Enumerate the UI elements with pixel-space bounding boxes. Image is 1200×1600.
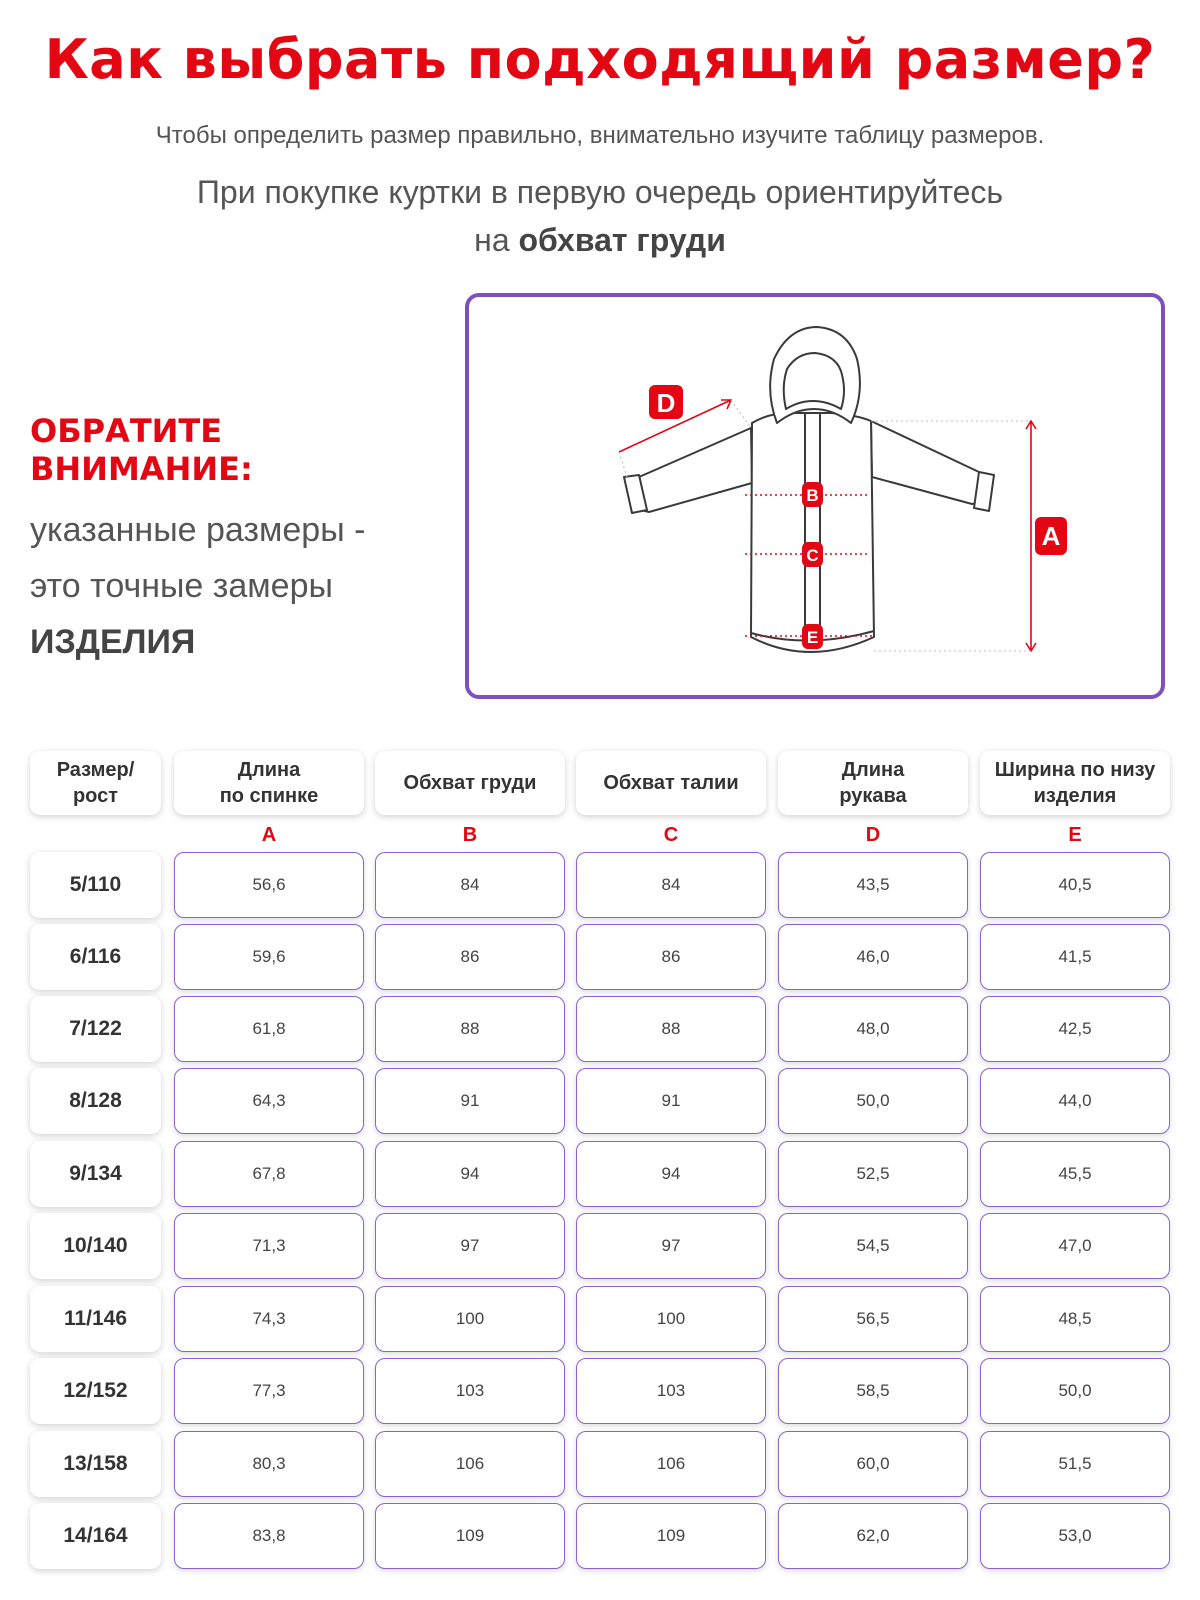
- table-cell: 91: [576, 1068, 766, 1134]
- column-letter: B: [462, 824, 478, 846]
- table-cell: 80,3: [174, 1431, 364, 1497]
- table-cell: 48,0: [778, 996, 968, 1062]
- column-letter: E: [1068, 824, 1082, 846]
- hood-inner: [784, 353, 844, 409]
- column-header: Длина рукава: [778, 751, 968, 815]
- table-cell: 109: [375, 1503, 565, 1569]
- table-cell: 56,6: [174, 852, 364, 918]
- advice-prefix: на: [474, 222, 510, 258]
- table-cell: 56,5: [778, 1286, 968, 1352]
- table-cell: 109: [576, 1503, 766, 1569]
- attention-heading: ОБРАТИТЕ ВНИМАНИЕ:: [30, 412, 253, 488]
- column-header: Размер/ рост: [30, 751, 161, 815]
- attention-line3: ИЗДЕЛИЯ: [30, 623, 196, 661]
- size-label: 7/122: [30, 996, 161, 1062]
- badge-c-text: C: [806, 546, 819, 565]
- table-cell: 62,0: [778, 1503, 968, 1569]
- zip-placket: [805, 413, 820, 639]
- table-cell: 51,5: [980, 1431, 1170, 1497]
- table-cell: 86: [375, 924, 565, 990]
- size-label: 11/146: [30, 1286, 161, 1352]
- advice-bold: обхват груди: [518, 222, 726, 258]
- column-letter: A: [261, 824, 277, 846]
- table-cell: 67,8: [174, 1141, 364, 1207]
- size-label: 13/158: [30, 1431, 161, 1497]
- badge-a-text: A: [1041, 521, 1061, 551]
- table-cell: 91: [375, 1068, 565, 1134]
- table-cell: 97: [576, 1213, 766, 1279]
- advice-line1: При покупке куртки в первую очередь ориентируйтесь: [196, 174, 1004, 210]
- table-cell: 50,0: [778, 1068, 968, 1134]
- table-cell: 52,5: [778, 1141, 968, 1207]
- column-header: Обхват талии: [576, 751, 766, 815]
- page-title: Как выбрать подходящий размер?: [44, 28, 1156, 91]
- table-cell: 77,3: [174, 1358, 364, 1424]
- table-cell: 54,5: [778, 1213, 968, 1279]
- table-cell: 100: [576, 1286, 766, 1352]
- table-cell: 97: [375, 1213, 565, 1279]
- table-cell: 45,5: [980, 1141, 1170, 1207]
- size-label: 12/152: [30, 1358, 161, 1424]
- right-sleeve: [871, 421, 985, 504]
- table-cell: 88: [375, 996, 565, 1062]
- table-cell: 41,5: [980, 924, 1170, 990]
- size-label: 10/140: [30, 1213, 161, 1279]
- table-cell: 61,8: [174, 996, 364, 1062]
- column-letter: C: [663, 824, 679, 846]
- table-cell: 58,5: [778, 1358, 968, 1424]
- left-sleeve: [637, 428, 752, 512]
- table-cell: 103: [375, 1358, 565, 1424]
- size-label: 8/128: [30, 1068, 161, 1134]
- table-cell: 71,3: [174, 1213, 364, 1279]
- advice-line2: [0, 216, 1200, 264]
- size-label: 5/110: [30, 852, 161, 918]
- table-cell: 88: [576, 996, 766, 1062]
- attention-note: [30, 412, 450, 670]
- column-header: Обхват груди: [375, 751, 565, 815]
- table-cell: 86: [576, 924, 766, 990]
- table-cell: 64,3: [174, 1068, 364, 1134]
- table-cell: 46,0: [778, 924, 968, 990]
- table-cell: 44,0: [980, 1068, 1170, 1134]
- table-cell: 47,0: [980, 1213, 1170, 1279]
- column-header: Длина по спинке: [174, 751, 364, 815]
- table-cell: 84: [375, 852, 565, 918]
- badge-e-text: E: [806, 628, 819, 647]
- table-cell: 106: [576, 1431, 766, 1497]
- column-header: Ширина по низу изделия: [980, 751, 1170, 815]
- table-cell: 43,5: [778, 852, 968, 918]
- size-label: 9/134: [30, 1141, 161, 1207]
- table-cell: 50,0: [980, 1358, 1170, 1424]
- attention-line2: это точные замеры: [30, 567, 333, 605]
- table-cell: 59,6: [174, 924, 364, 990]
- guide-d-start: [731, 400, 751, 428]
- table-cell: 84: [576, 852, 766, 918]
- table-cell: 94: [576, 1141, 766, 1207]
- table-cell: 60,0: [778, 1431, 968, 1497]
- size-label: 6/116: [30, 924, 161, 990]
- attention-line1: указанные размеры -: [30, 511, 366, 549]
- subtitle: Чтобы определить размер правильно, внимательно изучите таблицу размеров.: [155, 122, 1045, 149]
- jacket-diagram: [465, 293, 1165, 699]
- table-cell: 83,8: [174, 1503, 364, 1569]
- table-cell: 100: [375, 1286, 565, 1352]
- jacket-illustration: [469, 297, 1169, 703]
- table-cell: 94: [375, 1141, 565, 1207]
- advice-text: [0, 168, 1200, 264]
- table-cell: 106: [375, 1431, 565, 1497]
- table-cell: 42,5: [980, 996, 1170, 1062]
- table-cell: 103: [576, 1358, 766, 1424]
- badge-b-text: B: [806, 486, 819, 505]
- table-cell: 53,0: [980, 1503, 1170, 1569]
- size-label: 14/164: [30, 1503, 161, 1569]
- guide-d-end: [619, 452, 627, 477]
- table-cell: 40,5: [980, 852, 1170, 918]
- table-cell: 74,3: [174, 1286, 364, 1352]
- badge-d-text: D: [656, 388, 676, 418]
- column-letter: D: [865, 824, 881, 846]
- table-cell: 48,5: [980, 1286, 1170, 1352]
